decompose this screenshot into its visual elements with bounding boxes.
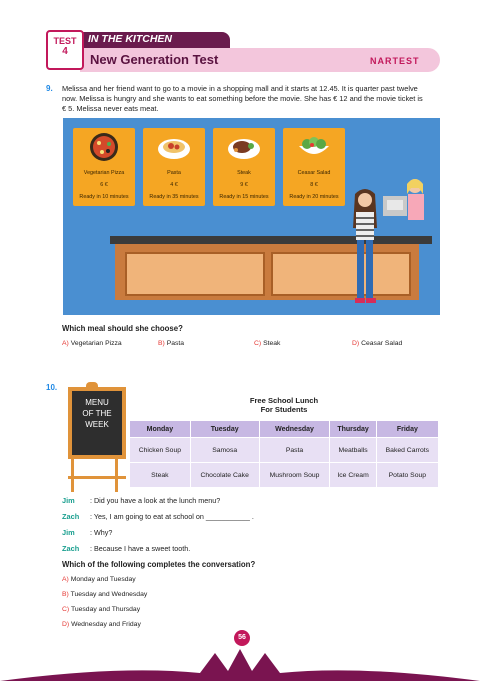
speaker-jim: Jim [62, 496, 75, 505]
table-cell: Chicken Soup [130, 438, 191, 463]
table-cell: Chocolate Cake [190, 463, 259, 488]
q9-option-b[interactable] [158, 340, 184, 347]
speaker-zach: Zach [62, 544, 80, 553]
q9-option-a[interactable] [62, 340, 122, 347]
table-cell: Mushroom Soup [259, 463, 330, 488]
board-line-1: MENU [85, 398, 109, 407]
option-letter: D) [352, 340, 360, 347]
steak-icon [227, 132, 261, 162]
table-row [130, 463, 439, 488]
pizza-icon [87, 132, 121, 162]
q9-line-3: € 5. Melissa never eats meat. [62, 104, 159, 113]
table-cell: Samosa [190, 438, 259, 463]
option-text: Tuesday and Thursday [70, 606, 141, 613]
speaker-zach: Zach [62, 512, 80, 521]
topic-title: IN THE KITCHEN [88, 33, 172, 45]
question-9-number: 9. [46, 84, 53, 93]
table-cell: Meatballs [330, 438, 376, 463]
lunch-menu-table [129, 420, 439, 488]
board-line-3: WEEK [85, 420, 109, 429]
option-letter: A) [62, 576, 69, 583]
q10-option-a[interactable] [62, 576, 136, 583]
test-label: TEST [53, 36, 77, 46]
option-letter: C) [254, 340, 262, 347]
salad-icon [297, 132, 331, 162]
option-text: Pasta [166, 340, 185, 347]
table-title [129, 396, 439, 414]
meal-card-pizza [73, 128, 135, 206]
table-cell: Potato Soup [376, 463, 438, 488]
meal-price: 9 € [240, 182, 248, 188]
table-cell: Pasta [259, 438, 330, 463]
counter-panel-left [125, 252, 265, 296]
option-text: Vegetarian Pizza [70, 340, 122, 347]
question-9-prompt: Which meal should she choose? [62, 324, 183, 333]
meal-ready-time: Ready in 35 minutes [149, 194, 199, 200]
q9-option-d[interactable] [352, 340, 402, 347]
table-row [130, 438, 439, 463]
option-text: Wednesday and Friday [71, 621, 141, 628]
table-cell: Baked Carrots [376, 438, 438, 463]
dialogue-line: : Yes, I am going to eat at school on ___________ . [90, 512, 254, 521]
question-9-text [62, 84, 447, 114]
q10-option-b[interactable] [62, 591, 147, 598]
question-10-prompt: Which of the following completes the conversation? [62, 560, 256, 569]
meal-card-pasta [143, 128, 205, 206]
option-letter: B) [158, 340, 165, 347]
table-title-line-1: Free School Lunch [249, 396, 319, 405]
option-letter: A) [62, 340, 69, 347]
counter-panel-right [271, 252, 411, 296]
meal-card-salad [283, 128, 345, 206]
q10-option-d[interactable] [62, 621, 141, 628]
option-letter: D) [62, 621, 70, 628]
pasta-icon [157, 132, 191, 162]
header-tuesday: Tuesday [190, 421, 259, 438]
header-monday: Monday [130, 421, 191, 438]
option-letter: C) [62, 606, 70, 613]
menu-board [68, 387, 126, 459]
counter-top [110, 236, 432, 244]
brand-logo: NARTEST [370, 56, 420, 66]
meal-card-steak [213, 128, 275, 206]
option-text: Ceasar Salad [361, 340, 403, 347]
table-cell: Steak [130, 463, 191, 488]
q9-line-2: now. Melissa is hungry and she wants to eat something before the movie. She has € 12 and the movie ticket is [62, 94, 423, 103]
q9-line-1: Melissa and her friend want to go to a movie in a shopping mall and it starts at 12.45. It is quarter past twelve [62, 84, 418, 93]
meal-name: Ceasar Salad [297, 170, 331, 176]
board-base [68, 476, 126, 479]
header-thursday: Thursday [330, 421, 376, 438]
test-badge [46, 30, 84, 70]
meal-ready-time: Ready in 10 minutes [79, 194, 129, 200]
table-header-row [130, 421, 439, 438]
question-10-number: 10. [46, 383, 58, 392]
meal-name: Steak [237, 170, 251, 176]
meal-name: Vegetarian Pizza [83, 170, 125, 176]
option-text: Steak [263, 340, 281, 347]
meal-price: 6 € [100, 182, 108, 188]
header-wednesday: Wednesday [259, 421, 330, 438]
q10-option-c[interactable] [62, 606, 140, 613]
option-letter: B) [62, 591, 69, 598]
dialogue-line: : Did you have a look at the lunch menu? [90, 496, 221, 505]
board-line-2: OF THE [82, 409, 112, 418]
meal-name: Pasta [167, 170, 181, 176]
footer-wave [0, 645, 480, 681]
table-title-line-2: For Students [260, 405, 308, 414]
q9-option-c[interactable] [254, 340, 280, 347]
meal-price: 8 € [310, 182, 318, 188]
page-number: 56 [234, 630, 250, 646]
cashier-figure [383, 176, 431, 238]
food-counter-illustration [63, 118, 440, 315]
test-number: 4 [62, 46, 68, 57]
header-friday: Friday [376, 421, 438, 438]
meal-ready-time: Ready in 20 minutes [289, 194, 339, 200]
page-title: New Generation Test [90, 52, 219, 67]
option-text: Tuesday and Wednesday [70, 591, 148, 598]
speaker-jim: Jim [62, 528, 75, 537]
option-text: Monday and Tuesday [70, 576, 136, 583]
meal-ready-time: Ready in 15 minutes [219, 194, 269, 200]
meal-price: 4 € [170, 182, 178, 188]
table-cell: Ice Cream [330, 463, 376, 488]
dialogue-line: : Why? [90, 528, 113, 537]
melissa-figure [347, 188, 383, 308]
dialogue-line: : Because I have a sweet tooth. [90, 544, 191, 553]
